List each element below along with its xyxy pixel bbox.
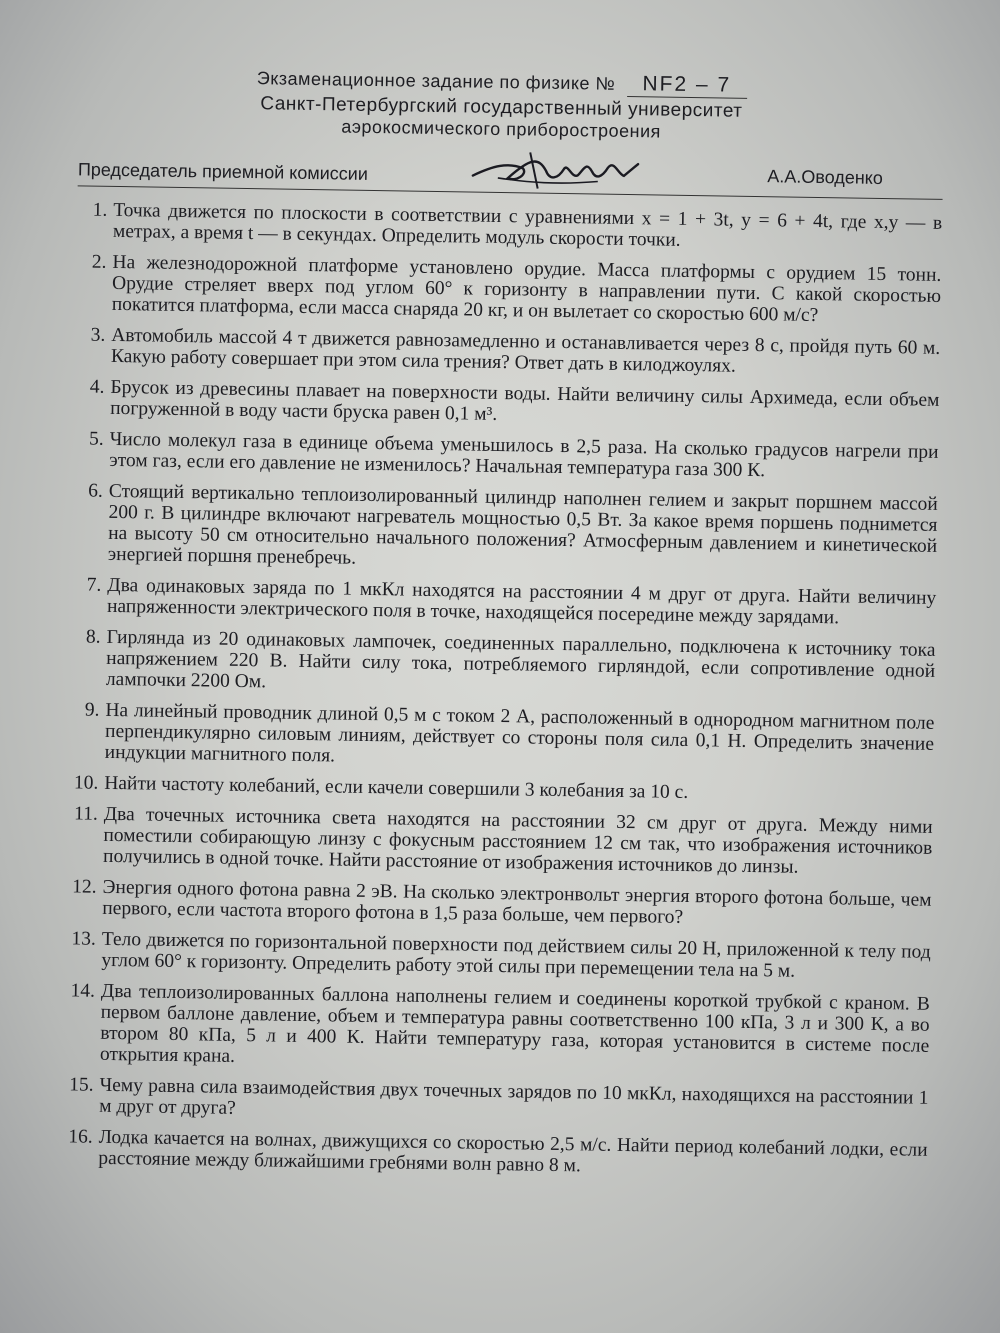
task-number: 1. <box>92 199 108 221</box>
task-item <box>50 626 936 703</box>
task-text: Найти частоту колебаний, если качели совершили 3 колебания за 10 с. <box>104 772 689 804</box>
chairman-name: А.А.Оводенко <box>767 166 884 188</box>
task-item <box>48 772 933 807</box>
task-text: Число молекул газа в единице объема уменьшилось в 2,5 раза. На сколько градусов нагрели при этом газ, если его давление не изменилось? Начальная температура газа 300 К. <box>109 428 939 482</box>
task-text: На линейный проводник длиной 0,5 м с током 2 А, расположенный в однородном магнитном поле перпендикулярно силовым линиям, действует со стороны поля сила 0,1 Н. Определить значение индукции магнитного поля. <box>104 699 935 767</box>
task-number: 11. <box>73 803 98 825</box>
task-item <box>57 199 943 255</box>
task-text: Два точечных источника света находятся на расстоянии 32 см друг от друга. Между ними поместили собирающую линзу с фокусным расстоянием 12 см так, что изображения источников получились в одной точке. Найти расстояние от изображения источников до линзы. <box>102 803 933 878</box>
task-number: 6. <box>88 480 104 502</box>
task-number: 7. <box>86 574 102 596</box>
task-number: 2. <box>91 251 107 273</box>
document-header <box>18 62 984 147</box>
chairman-line <box>78 141 944 201</box>
exam-code: NF2 – 7 <box>627 72 747 99</box>
task-number: 12. <box>72 876 97 898</box>
task-item <box>42 1126 928 1182</box>
task-text: Тело движется по горизонтальной поверхности под действием силы 20 Н, приложенной к телу под углом 60° к горизонту. Определить работу этой силы при перемещении тела на 5 м. <box>101 928 931 982</box>
task-text: Энергия одного фотона равна 2 эВ. На сколько электронвольт энергия второго фотона больше, чем первого, если частота второго фотона в 1,5 раза больше, чем первого? <box>102 876 932 928</box>
task-item <box>52 480 938 578</box>
task-text: Брусок из древесины плавает на поверхности воды. Найти величину силы Архимеда, если объем погруженной в воду части бруска равен 0,1 м³. <box>110 376 940 425</box>
task-number: 16. <box>68 1126 93 1148</box>
task-item <box>47 803 933 880</box>
chairman-label: Председатель приемной комиссии <box>77 159 369 184</box>
exam-title-prefix: Экзаменационное задание по физике № <box>256 68 616 94</box>
task-number: 15. <box>68 1074 94 1096</box>
task-item <box>44 980 930 1078</box>
task-text: На железнодорожной платформе установлено орудие. Масса платформы с орудием 15 тонн. Орудие стреляет вверх под углом 60° к горизонту в направлении пути. С какой скоростью покатится платформа, если масса снаряда 20 кг, и он вылетает со скоростью 600 м/с? <box>111 251 942 326</box>
university-name-line1: Санкт-Петербургский государственный университет <box>260 93 743 122</box>
task-number: 3. <box>90 324 106 346</box>
task-item <box>43 1074 929 1130</box>
task-item <box>56 251 942 328</box>
task-number: 4. <box>89 376 105 398</box>
university-name-line2: аэрокосмического приборостроения <box>341 116 662 142</box>
task-text: Гирлянда из 20 одинаковых лампочек, соединенных параллельно, подключена к источнику тока напряжением 220 В. Найти силу тока, потребляемого гирляндой, если сопротивление одной лампочки 2200 Ом. <box>105 626 936 693</box>
task-text: Два одинаковых заряда по 1 мкКл находятся на расстоянии 4 м друг от друга. Найти величину напряженности электрического поля в точке, находящейся посередине между зарядами. <box>106 574 937 629</box>
task-number: 13. <box>71 928 96 950</box>
task-text: Чему равна сила взаимодействия двух точечных зарядов по 10 мкКл, находящихся на расстоянии 1 м друг от друга? <box>99 1074 929 1119</box>
exam-sheet <box>0 32 985 1332</box>
task-item <box>53 428 939 484</box>
task-list <box>42 199 942 1182</box>
task-number: 8. <box>85 626 101 648</box>
task-item <box>54 376 940 432</box>
task-number: 5. <box>88 428 104 450</box>
task-item <box>46 876 932 932</box>
signature-icon <box>468 147 669 194</box>
task-text: Точка движется по плоскости в соответствии с уравнениями x = 1 + 3t, y = 6 + 4t, где x,y — в метрах, а время t — в секундах. Определить модуль скорости точки. <box>112 199 943 251</box>
task-text: Два теплоизолированных баллона наполнены гелием и соединены короткой трубкой с краном. В первом баллоне давление, объем и температура равны соответственно 100 кПа, 3 л и 300 К, а во втором 80 кПа, 5 л и 400 К. Найти температуру газа, которая установится в системе после открытия крана. <box>99 980 931 1067</box>
task-item <box>51 574 937 630</box>
task-text: Лодка качается на волнах, движущихся со скоростью 2,5 м/с. Найти период колебаний лодки, если расстояние между ближайшими гребнями волн равно 8 м. <box>98 1126 928 1177</box>
task-number: 10. <box>73 772 99 794</box>
task-text: Стоящий вертикально теплоизолированный цилиндр наполнен гелием и закрыт поршнем массой 200 г. В цилиндре включают нагреватель мощностью 0,5 Вт. За какое время поршень поднимется на высоту 50 см относительно начального положения? Атмосферным давлением и кинетической энергией поршня пренебречь. <box>107 480 938 569</box>
task-number: 14. <box>70 980 96 1002</box>
task-item <box>55 324 941 380</box>
task-number: 9. <box>84 699 100 721</box>
task-text: Автомобиль массой 4 т движется равнозамедленно и останавливается через 8 с, пройдя путь 60 м. Какую работу совершает при этом сила трения? Ответ дать в килоджоулях. <box>110 324 941 377</box>
task-item <box>49 699 935 776</box>
task-item <box>45 928 931 984</box>
